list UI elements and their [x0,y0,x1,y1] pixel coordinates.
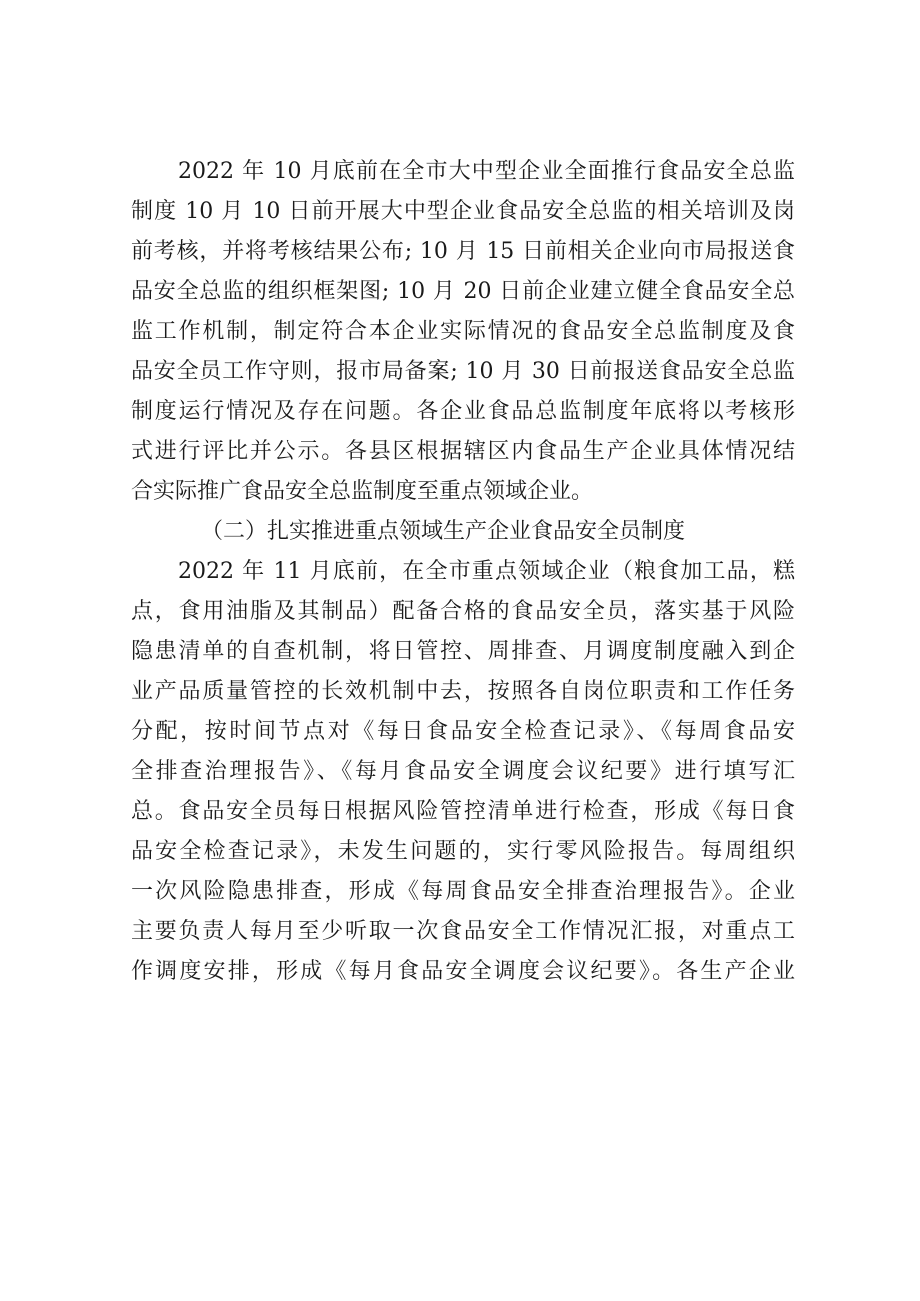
text-line: 品安全总监的组织框架图; 10 月 20 日前企业建立健全食品安全总 [131,279,795,304]
text-line: 制度 10 月 10 日前开展大中型企业食品安全总监的相关培训及岗 [131,199,795,224]
text-line: 总。食品安全员每日根据风险管控清单进行检查，形成《每日食 [131,799,795,824]
paragraph-food-safety-officer [131,552,795,992]
paragraph-food-safety-director [131,152,795,512]
text-line: 一次风险隐患排查，形成《每周食品安全排查治理报告》。企业 [131,879,795,904]
text-line: 品安全员工作守则，报市局备案; 10 月 30 日前报送食品安全总监 [131,359,795,384]
text-line: 品安全检查记录》，未发生问题的，实行零风险报告。每周组织 [131,839,795,864]
section-heading [131,512,795,552]
text-line: 分配，按时间节点对《每日食品安全检查记录》、《每周食品安 [131,719,795,744]
text-line: 2022 年 10 月底前在全市大中型企业全面推行食品安全总监 [178,159,795,184]
text-line: 作调度安排，形成《每月食品安全调度会议纪要》。各生产企业 [131,959,795,984]
document-body [131,152,795,992]
text-line: 2022 年 11 月底前，在全市重点领域企业（粮食加工品，糕 [178,559,795,584]
text-line: 监工作机制，制定符合本企业实际情况的食品安全总监制度及食 [131,319,795,344]
text-line: 合实际推广食品安全总监制度至重点领域企业。 [131,479,594,504]
text-line: 隐患清单的自查机制，将日管控、周排查、月调度制度融入到企 [131,639,795,664]
text-line: 业产品质量管控的长效机制中去，按照各自岗位职责和工作任务 [131,679,795,704]
text-line: 制度运行情况及存在问题。各企业食品总监制度年底将以考核形 [131,399,795,424]
heading-line: （二）扎实推进重点领域生产企业食品安全员制度 [201,519,686,544]
text-line: 主要负责人每月至少听取一次食品安全工作情况汇报，对重点工 [131,919,795,944]
text-line: 前考核，并将考核结果公布; 10 月 15 日前相关企业向市局报送食 [131,239,795,264]
text-line: 式进行评比并公示。各县区根据辖区内食品生产企业具体情况结 [131,439,795,464]
text-line: 点，食用油脂及其制品）配备合格的食品安全员，落实基于风险 [131,599,795,624]
text-line: 全排查治理报告》、《每月食品安全调度会议纪要》进行填写汇 [131,759,795,784]
